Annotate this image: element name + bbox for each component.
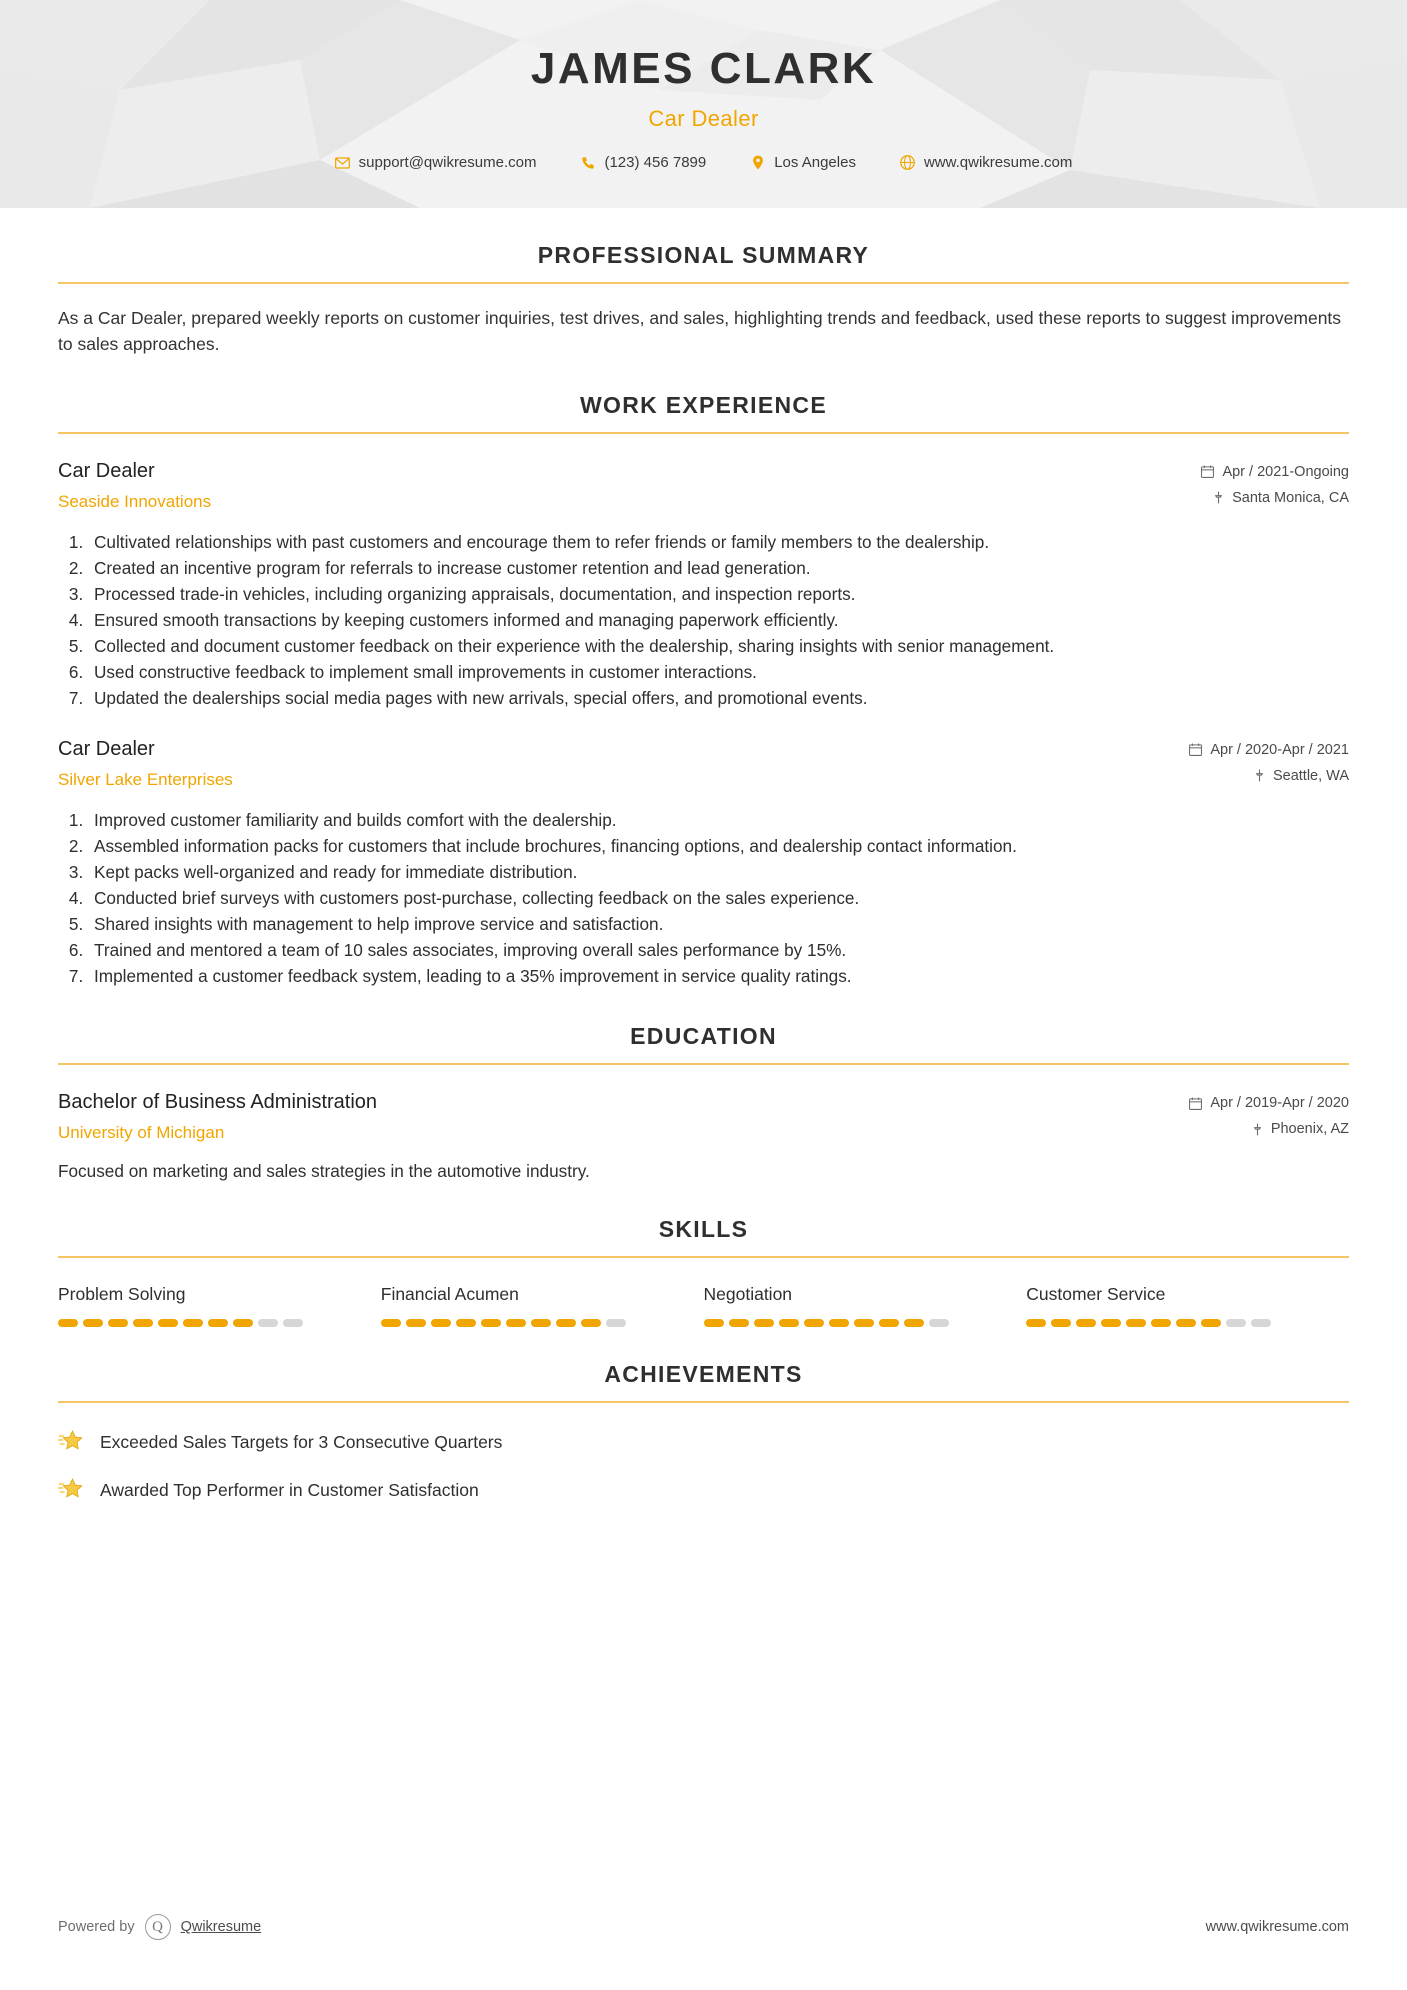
skill-label: Financial Acumen [380, 1284, 519, 1305]
education-school: University of Michigan [58, 1123, 225, 1143]
skill-rating-segment [481, 1319, 501, 1327]
list-item: 2. Created an incentive program for referrals to increase customer retention and lead generation. [88, 556, 1349, 581]
skill-rating-segment [456, 1319, 476, 1327]
education-location-text: Phoenix, AZ [1270, 1121, 1349, 1138]
section-divider [58, 1256, 1349, 1258]
skill-rating-segment [406, 1319, 426, 1327]
experience-bullets [88, 808, 1349, 990]
experience-dates-text: Apr / 2021-Ongoing [1222, 463, 1349, 480]
calendar-icon [1189, 743, 1202, 756]
skill-rating-segment [879, 1319, 899, 1327]
map-pin-icon [1252, 1123, 1263, 1136]
experience-job-title: Car Dealer [58, 737, 155, 760]
list-item: 3. Kept packs well-organized and ready for immediate distribution. [88, 860, 1349, 885]
section-title-achievements: ACHIEVEMENTS [604, 1361, 803, 1388]
skill-rating-segment [854, 1319, 874, 1327]
contact-phone[interactable] [558, 154, 728, 171]
skill-rating-bar [58, 1319, 351, 1327]
skill-label: Customer Service [1026, 1284, 1166, 1305]
contact-email-text: support@qwikresume.com [358, 154, 537, 171]
education-dates-text: Apr / 2019-Apr / 2020 [1210, 1095, 1349, 1112]
contact-location-text: Los Angeles [774, 154, 856, 171]
globe-icon [900, 155, 915, 170]
experience-location-text: Seattle, WA [1272, 767, 1349, 784]
envelope-icon [335, 155, 350, 170]
section-title-experience: WORK EXPERIENCE [580, 391, 827, 418]
contact-website-text: www.qwikresume.com [923, 154, 1073, 171]
list-item: 6. Used constructive feedback to implement small improvements in customer interactions. [88, 660, 1349, 685]
skill-rating-segment [431, 1319, 451, 1327]
skill-rating-segment [1076, 1319, 1096, 1327]
skill-rating-bar [381, 1319, 674, 1327]
experience-dates [1119, 464, 1349, 480]
page-title: JAMES CLARK [530, 44, 877, 93]
list-item: 7. Updated the dealerships social media pages with new arrivals, special offers, and promotional events. [88, 686, 1349, 711]
qwikresume-brand-link[interactable]: Qwikresume [180, 1919, 262, 1935]
education-dates [1119, 1095, 1349, 1111]
experience-location [1119, 768, 1349, 784]
contact-phone-text: (123) 456 7899 [604, 154, 707, 171]
skill-rating-segment [108, 1319, 128, 1327]
list-item: 1. Improved customer familiarity and builds comfort with the dealership. [88, 808, 1349, 833]
list-item: 5. Shared insights with management to help improve service and satisfaction. [88, 912, 1349, 937]
skill-rating-segment [1251, 1319, 1271, 1327]
list-item [58, 1429, 1349, 1455]
skill-rating-bar [704, 1319, 997, 1327]
skill-rating-segment [804, 1319, 824, 1327]
summary-text: As a Car Dealer, prepared weekly reports on customer inquiries, test drives, and sales, highlighting trends and feedback, used these reports to suggest improvements to sales approaches. [58, 308, 1342, 354]
section-title-summary: PROFESSIONAL SUMMARY [537, 242, 870, 268]
education-degree: Bachelor of Business Administration [58, 1091, 378, 1114]
skill-rating-segment [754, 1319, 774, 1327]
experience-dates-text: Apr / 2020-Apr / 2021 [1210, 741, 1349, 758]
skill-rating-segment [1176, 1319, 1196, 1327]
experience-entry [58, 738, 1349, 990]
experience-company: Seaside Innovations [58, 491, 212, 511]
list-item: 4. Conducted brief surveys with customers post-purchase, collecting feedback on the sales experience. [88, 886, 1349, 911]
skill-rating-segment [158, 1319, 178, 1327]
skill-rating-segment [506, 1319, 526, 1327]
skill-rating-segment [258, 1319, 278, 1327]
experience-company: Silver Lake Enterprises [58, 769, 233, 789]
experience-entry [58, 460, 1349, 712]
skill-rating-segment [556, 1319, 576, 1327]
skill-rating-segment [58, 1319, 78, 1327]
skill-rating-segment [233, 1319, 253, 1327]
education-location [1119, 1121, 1349, 1137]
resume-body [0, 242, 1407, 1503]
map-pin-icon [1254, 769, 1265, 782]
skill-rating-segment [929, 1319, 949, 1327]
experience-location [1119, 490, 1349, 506]
footer-website[interactable]: www.qwikresume.com [1205, 1919, 1349, 1935]
education-description: Focused on marketing and sales strategies in the automotive industry. [58, 1161, 590, 1182]
list-item: 6. Trained and mentored a team of 10 sales associates, improving overall sales performance by 15%. [88, 938, 1349, 963]
contact-email[interactable] [313, 154, 559, 171]
section-divider [58, 1401, 1349, 1403]
skill-rating-segment [133, 1319, 153, 1327]
calendar-icon [1189, 1097, 1202, 1110]
skill-rating-segment [381, 1319, 401, 1327]
skill-item [381, 1284, 704, 1327]
experience-job-title: Car Dealer [58, 459, 155, 482]
skill-rating-bar [1026, 1319, 1319, 1327]
skills-grid [58, 1284, 1349, 1327]
star-icon [58, 1477, 84, 1503]
qwikresume-logo-icon: Q [145, 1914, 171, 1940]
skill-rating-segment [581, 1319, 601, 1327]
experience-dates [1119, 742, 1349, 758]
job-role-subtitle: Car Dealer [648, 106, 759, 131]
list-item: 1. Cultivated relationships with past customers and encourage them to refer friends or family members to the dealership. [88, 530, 1349, 555]
skill-rating-segment [1201, 1319, 1221, 1327]
skill-rating-segment [83, 1319, 103, 1327]
contact-row [0, 154, 1407, 171]
section-title-education: EDUCATION [630, 1023, 777, 1050]
skill-label: Problem Solving [58, 1284, 186, 1305]
contact-website[interactable] [878, 154, 1094, 171]
experience-bullets [88, 530, 1349, 712]
skill-item [704, 1284, 1027, 1327]
achievement-text: Awarded Top Performer in Customer Satisfaction [100, 1479, 479, 1500]
location-pin-icon [750, 155, 765, 170]
phone-icon [580, 155, 595, 170]
skill-rating-segment [779, 1319, 799, 1327]
skill-rating-segment [606, 1319, 626, 1327]
section-divider [58, 1063, 1349, 1065]
achievements-list [58, 1429, 1349, 1503]
list-item: 4. Ensured smooth transactions by keeping customers informed and managing paperwork efficiently. [88, 608, 1349, 633]
skill-rating-segment [904, 1319, 924, 1327]
skill-rating-segment [704, 1319, 724, 1327]
skill-rating-segment [1226, 1319, 1246, 1327]
powered-by-label: Powered by [58, 1919, 135, 1935]
powered-by-block [58, 1914, 261, 1940]
experience-location-text: Santa Monica, CA [1232, 489, 1349, 506]
skill-rating-segment [531, 1319, 551, 1327]
map-pin-icon [1213, 491, 1224, 504]
skill-rating-segment [1126, 1319, 1146, 1327]
skill-rating-segment [183, 1319, 203, 1327]
contact-location[interactable] [728, 154, 878, 171]
star-icon [58, 1429, 84, 1455]
section-title-skills: SKILLS [658, 1216, 749, 1243]
education-entry [58, 1091, 1349, 1182]
skill-rating-segment [283, 1319, 303, 1327]
resume-header [0, 0, 1407, 208]
list-item: 7. Implemented a customer feedback system, leading to a 35% improvement in service quality ratings. [88, 964, 1349, 989]
skill-rating-segment [829, 1319, 849, 1327]
list-item: 5. Collected and document customer feedback on their experience with the dealership, sharing insights with senior management. [88, 634, 1349, 659]
skill-rating-segment [1101, 1319, 1121, 1327]
section-divider [58, 432, 1349, 434]
achievement-text: Exceeded Sales Targets for 3 Consecutive Quarters [100, 1431, 503, 1452]
page-footer [58, 1914, 1349, 1940]
skill-rating-segment [1051, 1319, 1071, 1327]
skill-rating-segment [208, 1319, 228, 1327]
skill-rating-segment [1151, 1319, 1171, 1327]
skill-item [58, 1284, 381, 1327]
skill-label: Negotiation [703, 1284, 793, 1305]
skill-item [1026, 1284, 1349, 1327]
skill-rating-segment [1026, 1319, 1046, 1327]
list-item: 2. Assembled information packs for customers that include brochures, financing options, and dealership contact information. [88, 834, 1349, 859]
section-divider [58, 282, 1349, 284]
calendar-icon [1201, 465, 1214, 478]
list-item: 3. Processed trade-in vehicles, including organizing appraisals, documentation, and inspection reports. [88, 582, 1349, 607]
list-item [58, 1477, 1349, 1503]
skill-rating-segment [729, 1319, 749, 1327]
